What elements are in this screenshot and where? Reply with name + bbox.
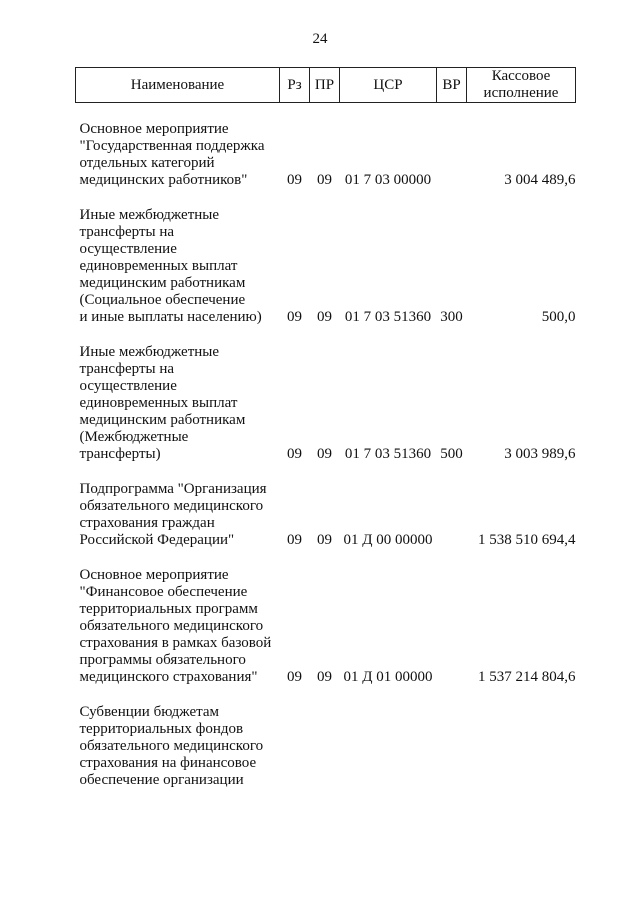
row-vr: 500 [440,446,463,462]
table-row [76,481,576,567]
row-pr: 09 [317,669,332,685]
row-csr: 01 7 03 00000 [344,172,432,188]
row-pr: 09 [317,532,332,548]
row-vr: 300 [440,309,463,325]
row-name: Иные межбюджетные трансферты на осуществление единовременных выплат медицинским работникам (Социальное обеспечение и иные выплаты населению) [79,207,262,325]
row-pr [310,704,340,807]
row-rz: 09 [287,532,302,548]
row-csr: 01 Д 00 00000 [343,532,433,548]
table-header [76,68,576,103]
table-row [76,567,576,704]
row-rz: 09 [287,172,302,188]
page-number: 24 [312,31,328,47]
row-rz [280,704,310,807]
row-csr: 01 Д 01 00000 [343,669,433,685]
row-rz: 09 [287,309,302,325]
row-rz: 09 [287,669,302,685]
row-name: Основное мероприятие "Финансовое обеспечение территориальных программ обязательного медицинского страхования в рамках базовой программы обязательного медицинского страхования" [79,567,272,685]
row-name: Иные межбюджетные трансферты на осуществление единовременных выплат медицинским работникам (Межбюджетные трансферты) [79,344,246,462]
row-execution: 3 004 489,6 [504,172,576,188]
header-vr: ВР [437,68,467,103]
header-rz: Рз [280,68,310,103]
table-row [76,704,576,807]
row-pr: 09 [317,309,332,325]
row-name: Подпрограмма "Организация обязательного медицинского страхования граждан Российской Федерации" [79,481,267,548]
row-execution: 1 538 510 694,4 [478,532,576,548]
row-execution: 3 003 989,6 [504,446,576,462]
row-csr: 01 7 03 51360 [344,309,432,325]
table-row [76,344,576,481]
budget-table [75,67,576,807]
row-vr [437,704,467,807]
header-csr: ЦСР [340,68,437,103]
row-pr: 09 [317,446,332,462]
row-name: Субвенции бюджетам территориальных фондов обязательного медицинского страхования на финансовое обеспечение организации [79,704,264,788]
row-rz: 09 [287,446,302,462]
table-row [76,207,576,344]
row-pr: 09 [317,172,332,188]
row-csr: 01 7 03 51360 [344,446,432,462]
row-csr [340,704,437,807]
row-execution: 500,0 [541,309,576,325]
row-name: Основное мероприятие "Государственная поддержка отдельных категорий медицинских работников" [79,121,265,188]
header-name: Наименование [76,68,280,103]
row-vr [437,103,467,208]
header-pr: ПР [310,68,340,103]
row-execution [467,704,576,807]
row-vr [437,567,467,704]
table-row [76,103,576,208]
header-execution: Кассовое исполнение [467,68,576,103]
row-execution: 1 537 214 804,6 [478,669,576,685]
row-vr [437,481,467,567]
